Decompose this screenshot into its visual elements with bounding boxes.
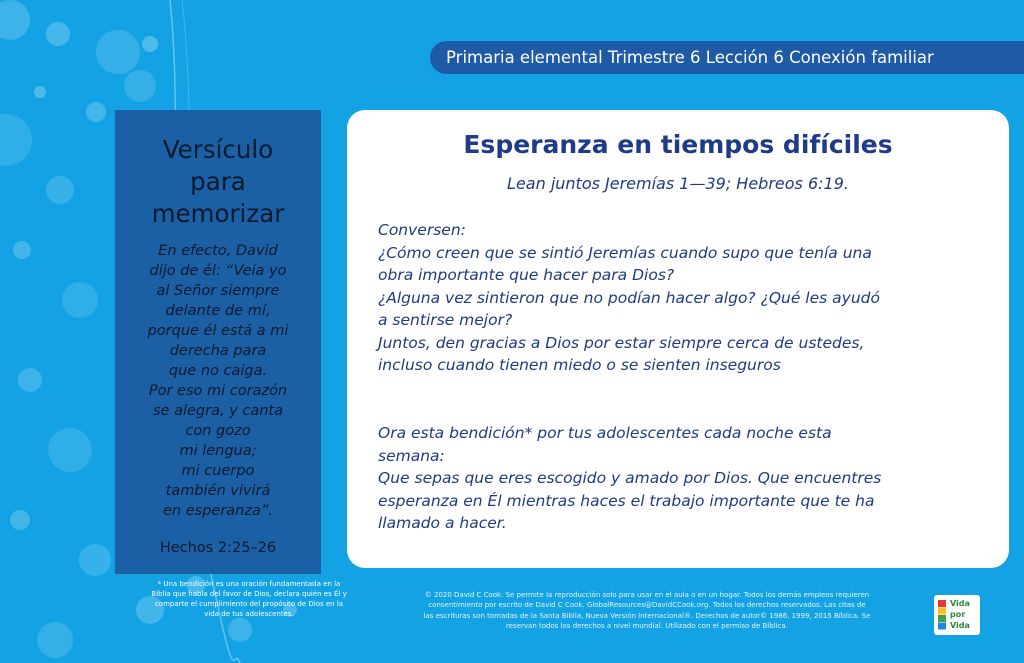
verse-line: delante de mí,	[165, 303, 271, 319]
memory-verse-text	[115, 241, 321, 521]
blessing-line: semana:	[378, 446, 445, 465]
memory-verse-heading	[115, 134, 321, 230]
memory-verse-heading-line: memorizar	[151, 199, 285, 228]
copyright-notice	[376, 590, 918, 631]
lesson-subtitle: Lean juntos Jeremías 1—39; Hebreos 6:19.	[507, 174, 849, 193]
copyright-line: reservan todos los derechos a nivel mundial. Utilizado con el permiso de Bíblica.	[506, 621, 788, 630]
discussion-line: incluso cuando tienen miedo o se sienten inseguros	[378, 356, 781, 374]
verse-line: que no caiga.	[168, 363, 268, 379]
header-title: Primaria elemental Trimestre 6 Lección 6 Conexión familiar	[446, 48, 934, 67]
discussion-line: a sentirse mejor?	[378, 311, 513, 329]
footnote-line: * Una bendición es una oración fundamentada en la	[157, 580, 341, 588]
logo-stripes-icon	[938, 600, 946, 630]
copyright-line: © 2020 David C Cook. Se permite la reproducción solo para usar en el aula o en un hogar. Todos los demás empleos requieren	[424, 591, 870, 599]
verse-line: dijo de él: “Veía yo	[149, 263, 287, 279]
verse-line: derecha para	[169, 343, 267, 359]
verse-line: mi cuerpo	[181, 463, 255, 479]
lesson-title: Esperanza en tiempos difíciles	[463, 130, 893, 159]
blessing-footnote	[134, 579, 364, 619]
discussion-line: Conversen:	[378, 221, 466, 239]
verse-line: al Señor siempre	[156, 283, 280, 299]
discussion-line: ¿Cómo creen que se sintió Jeremías cuando supo que tenía una	[378, 243, 872, 262]
logo-line: Vida	[950, 599, 970, 608]
footnote-line: vida de tus adolescentes.	[204, 610, 294, 618]
discussion-line: Juntos, den gracias a Dios por estar siempre cerca de ustedes,	[378, 333, 865, 352]
blessing-line: llamado a hacer.	[378, 514, 507, 532]
memory-verse-heading-line: Versículo	[162, 135, 274, 164]
verse-line: porque él está a mi	[147, 323, 289, 339]
verse-line: mi lengua;	[179, 443, 257, 459]
logo-line: por	[950, 610, 966, 619]
copyright-line: las escrituras son tomadas de la Santa Biblia, Nueva Versión Internacional®. Derechos de autor© 1986, 1999, 2015 Bíblica. Se	[423, 611, 871, 620]
blessing-line: esperanza en Él mientras haces el trabajo importante que te ha	[378, 491, 875, 510]
verse-line: en esperanza”.	[163, 503, 273, 519]
verse-line: también vivirá	[165, 483, 271, 499]
verse-line: Por eso mi corazón	[148, 383, 288, 399]
discussion-line: ¿Alguna vez sintieron que no podían hacer algo? ¿Qué les ayudó	[378, 288, 880, 307]
blessing-line: Que sepas que eres escogido y amado por Dios. Que encuentres	[378, 469, 882, 487]
blessing-section	[378, 422, 988, 535]
discussion-section	[378, 219, 988, 377]
footnote-line: Biblia que habla del favor de Dios, declara quién es Él y	[151, 590, 347, 598]
footnote-line: comparte el cumplimiento del propósito de Dios en la	[154, 600, 344, 608]
logo-line: Vida	[950, 621, 970, 630]
memory-verse-reference: Hechos 2:25–26	[159, 540, 277, 556]
memory-verse-heading-line: para	[190, 167, 246, 196]
verse-line: se alegra, y canta	[153, 403, 283, 419]
vida-por-vida-logo	[934, 595, 980, 635]
verse-line: En efecto, David	[158, 243, 278, 259]
verse-line: con gozo	[185, 423, 251, 439]
copyright-line: consentimiento por escrito de David C Cook. GlobalResources@DavidCCook.org. Todos los derechos reservados. Las citas de	[428, 601, 866, 610]
logo-text	[950, 598, 970, 631]
discussion-line: obra importante que hacer para Dios?	[378, 266, 675, 284]
blessing-line: Ora esta bendición* por tus adolescentes cada noche esta	[378, 424, 832, 442]
